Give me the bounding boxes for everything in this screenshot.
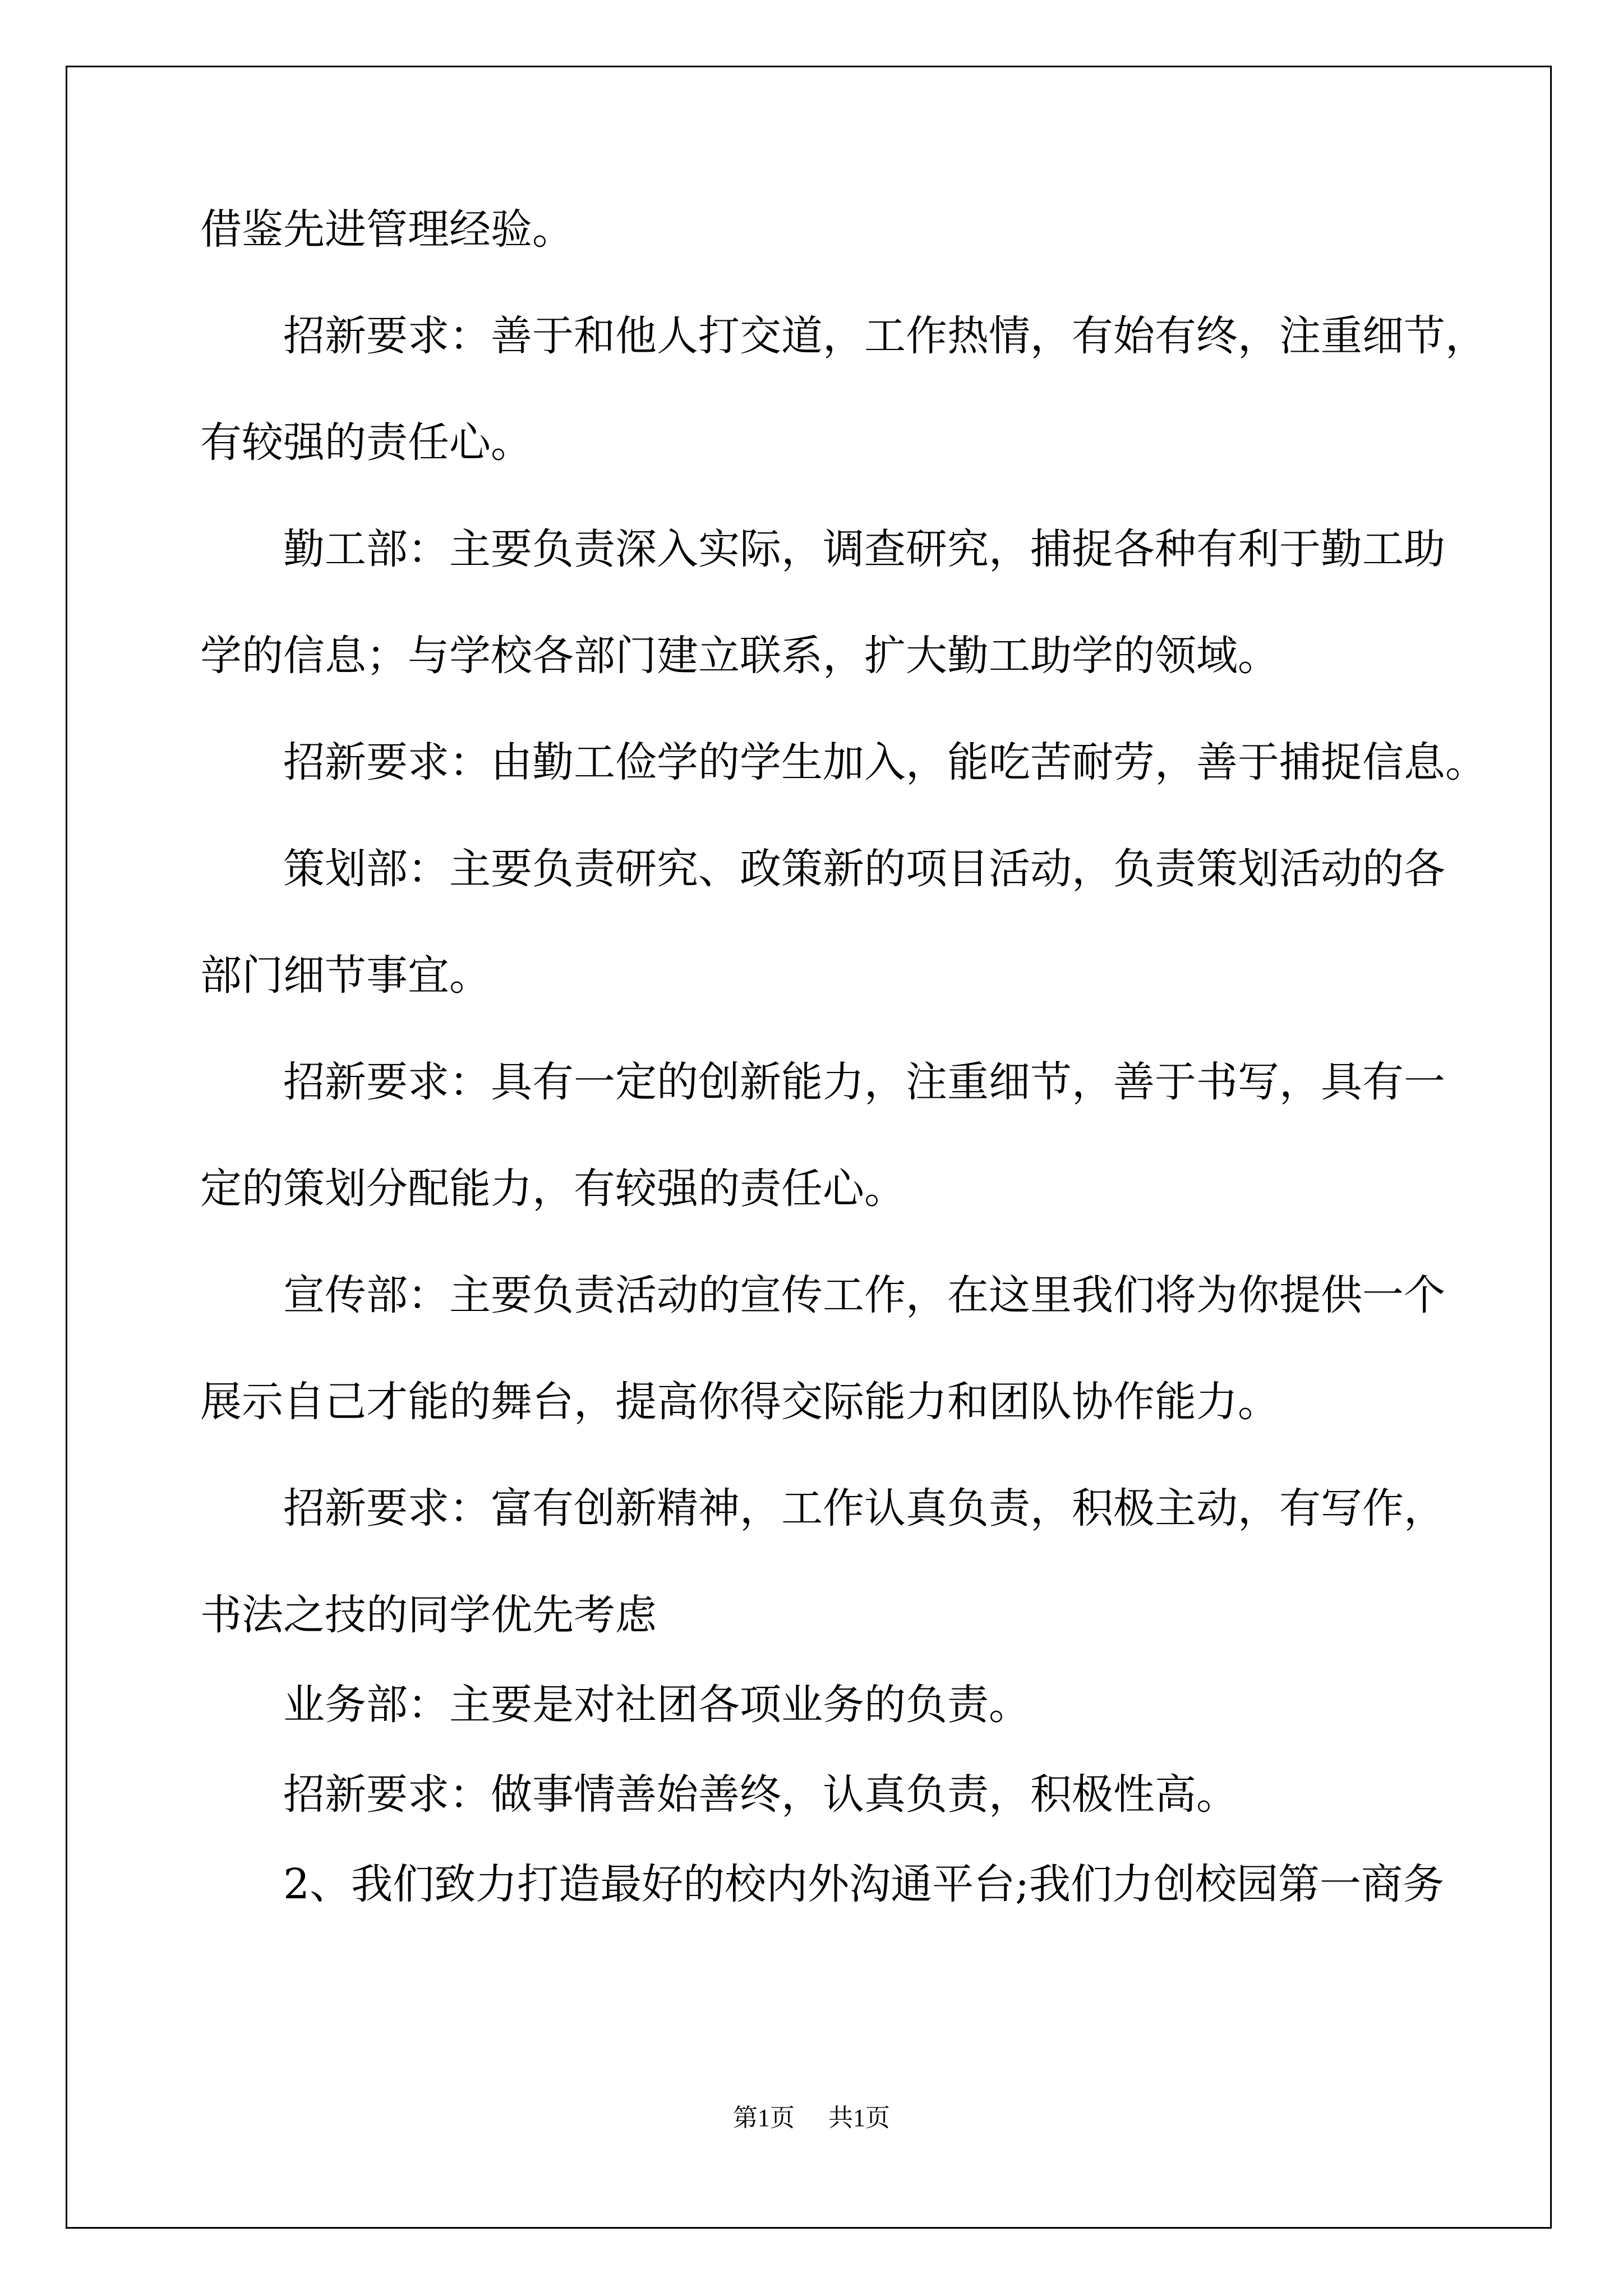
page-footer xyxy=(0,2097,1623,2133)
text-line: 2、我们致力打造最好的校内外沟通平台;我们力创校园第一商务 xyxy=(283,1860,1445,1908)
text-line: 学的信息；与学校各部门建立联系，扩大勤工助学的领域。 xyxy=(200,632,1279,680)
text-line: 勤工部：主要负责深入实际，调查研究，捕捉各种有利于勤工助 xyxy=(283,525,1445,573)
page-number-total: 共1页 xyxy=(828,2104,890,2132)
page-number-current: 第1页 xyxy=(733,2104,795,2132)
text-line: 业务部：主要是对社团各项业务的负责。 xyxy=(283,1681,1030,1729)
text-line: 招新要求：富有创新精神，工作认真负责，积极主动，有写作， xyxy=(283,1484,1445,1533)
text-line: 定的策划分配能力，有较强的责任心。 xyxy=(200,1165,906,1213)
document-body xyxy=(200,205,1487,1970)
text-line: 招新要求：由勤工俭学的学生加入，能吃苦耐劳，善于捕捉信息。 xyxy=(283,738,1487,786)
text-line: 招新要求：具有一定的创新能力，注重细节，善于书写，具有一 xyxy=(283,1058,1445,1106)
text-line: 招新要求：做事情善始善终，认真负责，积极性高。 xyxy=(283,1770,1238,1819)
text-line: 招新要求：善于和他人打交道，工作热情，有始有终，注重细节， xyxy=(283,312,1487,360)
text-line: 展示自己才能的舞台，提高你得交际能力和团队协作能力。 xyxy=(200,1378,1279,1426)
text-line: 有较强的责任心。 xyxy=(200,418,532,467)
text-line: 策划部：主要负责研究、政策新的项目活动，负责策划活动的各 xyxy=(283,845,1445,893)
text-line: 宣传部：主要负责活动的宣传工作，在这里我们将为你提供一个 xyxy=(283,1271,1445,1319)
text-line: 借鉴先进管理经验。 xyxy=(200,205,574,254)
text-line: 书法之技的同学优先考虑 xyxy=(200,1591,657,1639)
text-line: 部门细节事宜。 xyxy=(200,951,491,1000)
